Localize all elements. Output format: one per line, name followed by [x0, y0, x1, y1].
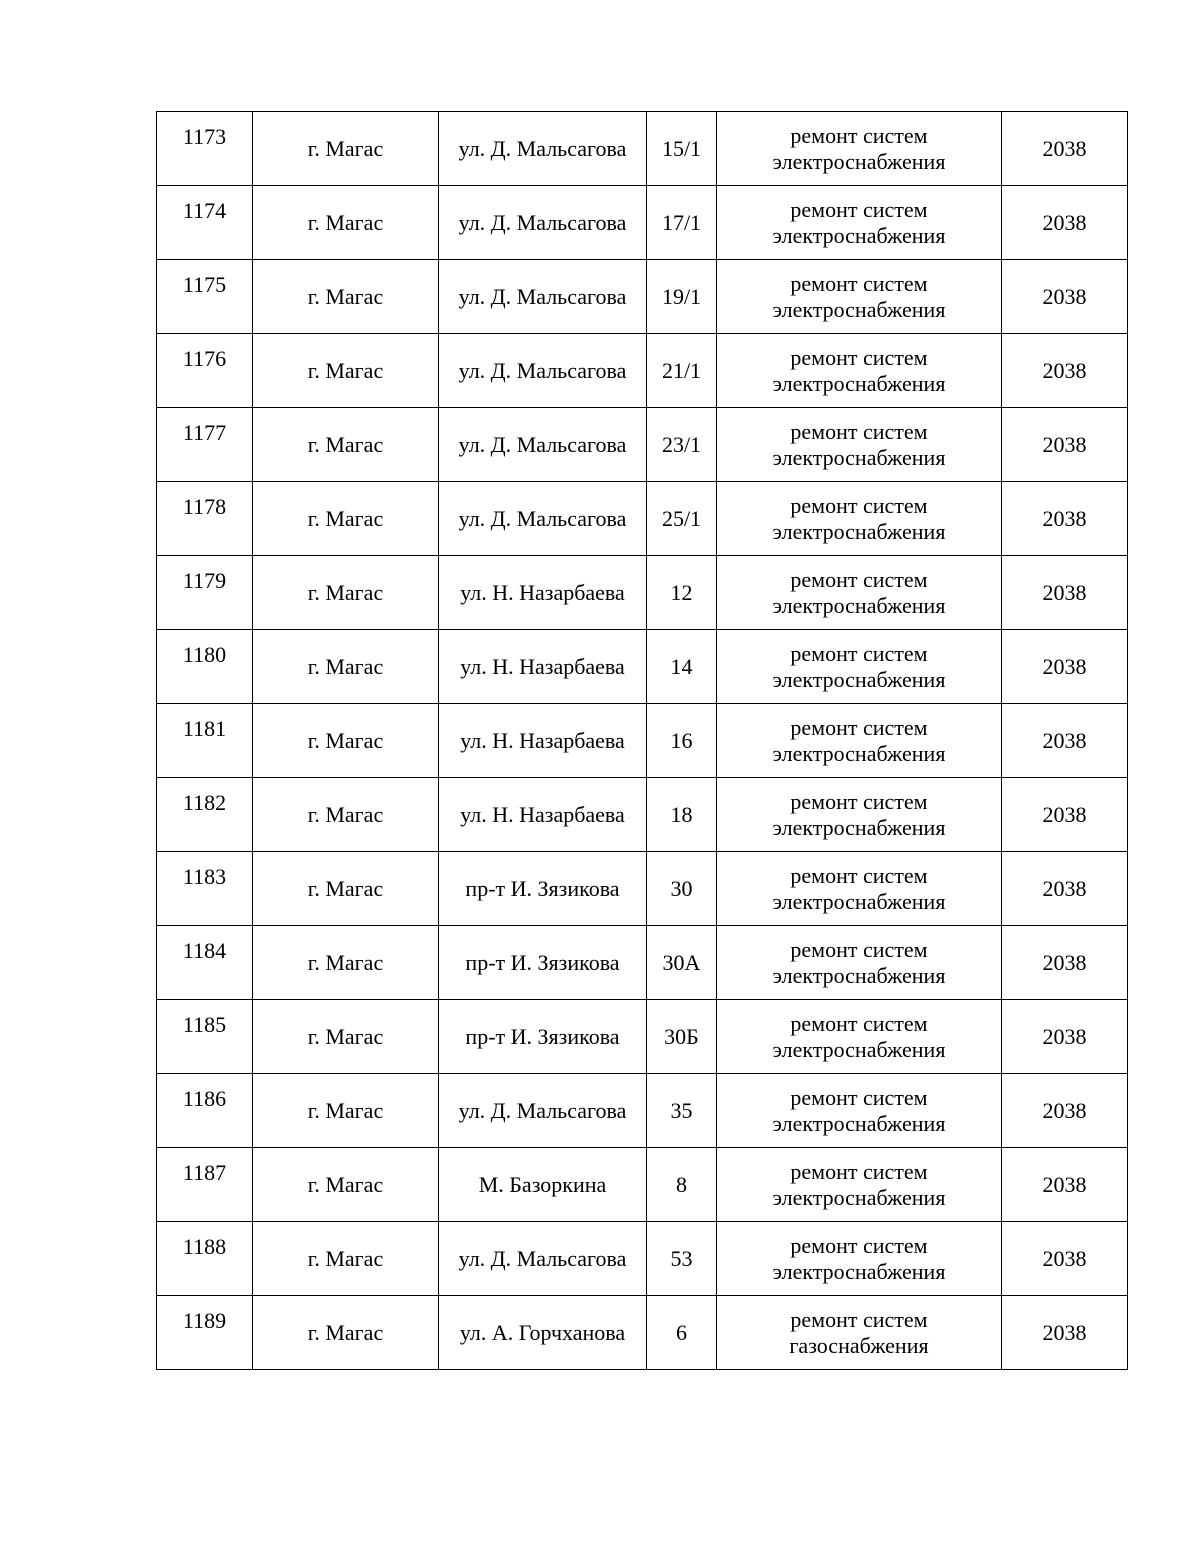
work-type-cell [717, 1000, 1002, 1074]
house-cell [647, 926, 717, 1000]
row-number-cell [157, 704, 253, 778]
street: ул. Д. Мальсагова [458, 283, 627, 309]
row-number: 1187 [182, 1160, 227, 1185]
street-cell [439, 778, 647, 852]
house-cell [647, 852, 717, 926]
house-cell [647, 482, 717, 556]
house-cell [647, 1296, 717, 1370]
work-type-line-1: ремонт систем [790, 270, 928, 296]
planned-year: 2038 [1042, 949, 1087, 975]
planned-year: 2038 [1042, 1245, 1087, 1271]
row-number-cell [157, 482, 253, 556]
city: г. Магас [307, 949, 384, 975]
row-number: 1179 [182, 568, 227, 593]
year-cell [1002, 482, 1128, 556]
year-cell [1002, 1296, 1128, 1370]
work-type-cell [717, 1148, 1002, 1222]
year-cell [1002, 1148, 1128, 1222]
street-cell [439, 1074, 647, 1148]
work-type-line-1: ремонт систем [790, 1010, 928, 1036]
house-number: 25/1 [661, 505, 702, 531]
house-cell [647, 186, 717, 260]
work-type-line-2: электроснабжения [772, 518, 946, 544]
work-type-line-1: ремонт систем [790, 1158, 928, 1184]
work-type-line-2: электроснабжения [772, 814, 946, 840]
table-row [157, 1222, 1128, 1296]
city-cell [253, 1148, 439, 1222]
city: г. Магас [307, 875, 384, 901]
city-cell [253, 1296, 439, 1370]
city: г. Магас [307, 209, 384, 235]
year-cell [1002, 926, 1128, 1000]
table-row [157, 704, 1128, 778]
house-number: 35 [670, 1097, 693, 1123]
city: г. Магас [307, 1097, 384, 1123]
street-cell [439, 408, 647, 482]
city: г. Магас [307, 357, 384, 383]
year-cell [1002, 630, 1128, 704]
city: г. Магас [307, 1245, 384, 1271]
house-number: 30А [662, 949, 701, 975]
planned-year: 2038 [1042, 283, 1087, 309]
table-row [157, 630, 1128, 704]
planned-year: 2038 [1042, 875, 1087, 901]
city-cell [253, 630, 439, 704]
year-cell [1002, 1074, 1128, 1148]
city: г. Магас [307, 1171, 384, 1197]
work-type-line-1: ремонт систем [790, 418, 928, 444]
row-number-cell [157, 556, 253, 630]
table-row [157, 1074, 1128, 1148]
table-row [157, 852, 1128, 926]
planned-year: 2038 [1042, 135, 1087, 161]
work-type-line-2: электроснабжения [772, 1258, 946, 1284]
work-type-line-2: электроснабжения [772, 444, 946, 470]
city-cell [253, 852, 439, 926]
row-number: 1174 [182, 198, 227, 223]
work-type-line-2: электроснабжения [772, 296, 946, 322]
row-number-cell [157, 408, 253, 482]
year-cell [1002, 778, 1128, 852]
year-cell [1002, 112, 1128, 186]
city-cell [253, 260, 439, 334]
house-number: 18 [670, 801, 693, 827]
row-number-cell [157, 926, 253, 1000]
work-type-line-2: электроснабжения [772, 592, 946, 618]
city: г. Магас [307, 653, 384, 679]
year-cell [1002, 704, 1128, 778]
work-type-cell [717, 704, 1002, 778]
house-cell [647, 630, 717, 704]
planned-year: 2038 [1042, 1319, 1087, 1345]
city-cell [253, 1000, 439, 1074]
street: ул. Д. Мальсагова [458, 1245, 627, 1271]
work-type-cell [717, 852, 1002, 926]
work-type-cell [717, 408, 1002, 482]
row-number: 1180 [182, 642, 227, 667]
planned-year: 2038 [1042, 209, 1087, 235]
house-number: 16 [670, 727, 693, 753]
row-number: 1177 [182, 420, 227, 445]
house-number: 19/1 [661, 283, 702, 309]
row-number: 1173 [182, 124, 227, 149]
work-type-line-1: ремонт систем [790, 1084, 928, 1110]
work-type-line-2: электроснабжения [772, 666, 946, 692]
street: ул. Д. Мальсагова [458, 1097, 627, 1123]
city-cell [253, 482, 439, 556]
row-number-cell [157, 1296, 253, 1370]
row-number-cell [157, 1148, 253, 1222]
table-row [157, 1148, 1128, 1222]
row-number: 1176 [182, 346, 227, 371]
street-cell [439, 926, 647, 1000]
street-cell [439, 1148, 647, 1222]
table-row [157, 778, 1128, 852]
row-number: 1178 [182, 494, 227, 519]
row-number-cell [157, 1000, 253, 1074]
planned-year: 2038 [1042, 727, 1087, 753]
street-cell [439, 334, 647, 408]
planned-year: 2038 [1042, 505, 1087, 531]
street: ул. Н. Назарбаева [460, 579, 625, 605]
planned-year: 2038 [1042, 653, 1087, 679]
city-cell [253, 556, 439, 630]
row-number: 1183 [182, 864, 227, 889]
work-type-line-1: ремонт систем [790, 788, 928, 814]
city: г. Магас [307, 801, 384, 827]
year-cell [1002, 408, 1128, 482]
street: М. Базоркина [478, 1171, 607, 1197]
house-number: 14 [670, 653, 693, 679]
table-row [157, 186, 1128, 260]
row-number: 1186 [182, 1086, 227, 1111]
house-cell [647, 704, 717, 778]
row-number: 1188 [182, 1234, 227, 1259]
work-type-cell [717, 334, 1002, 408]
city: г. Магас [307, 579, 384, 605]
city-cell [253, 408, 439, 482]
row-number-cell [157, 112, 253, 186]
table-row [157, 556, 1128, 630]
street: ул. Д. Мальсагова [458, 431, 627, 457]
street-cell [439, 556, 647, 630]
work-type-cell [717, 482, 1002, 556]
row-number-cell [157, 186, 253, 260]
row-number-cell [157, 852, 253, 926]
table-row [157, 1000, 1128, 1074]
work-type-cell [717, 556, 1002, 630]
street: ул. Д. Мальсагова [458, 505, 627, 531]
work-type-cell [717, 1222, 1002, 1296]
work-type-line-2: электроснабжения [772, 148, 946, 174]
work-type-cell [717, 630, 1002, 704]
work-type-line-1: ремонт систем [790, 714, 928, 740]
city: г. Магас [307, 1319, 384, 1345]
planned-year: 2038 [1042, 1171, 1087, 1197]
work-type-line-2: электроснабжения [772, 962, 946, 988]
street-cell [439, 1222, 647, 1296]
work-type-line-1: ремонт систем [790, 1232, 928, 1258]
table-row [157, 482, 1128, 556]
street: пр-т И. Зязикова [465, 1023, 620, 1049]
street: пр-т И. Зязикова [465, 949, 620, 975]
house-number: 53 [670, 1245, 693, 1271]
house-cell [647, 1074, 717, 1148]
work-type-cell [717, 1074, 1002, 1148]
house-number: 12 [670, 579, 693, 605]
house-number: 15/1 [661, 135, 702, 161]
city: г. Магас [307, 283, 384, 309]
city: г. Магас [307, 1023, 384, 1049]
year-cell [1002, 186, 1128, 260]
row-number: 1175 [182, 272, 227, 297]
row-number: 1182 [182, 790, 227, 815]
house-cell [647, 334, 717, 408]
work-type-line-2: электроснабжения [772, 1184, 946, 1210]
row-number: 1181 [182, 716, 227, 741]
row-number-cell [157, 1222, 253, 1296]
street-cell [439, 1000, 647, 1074]
table-row [157, 926, 1128, 1000]
street-cell [439, 482, 647, 556]
year-cell [1002, 556, 1128, 630]
house-number: 23/1 [661, 431, 702, 457]
table-body [157, 112, 1128, 1370]
house-number: 6 [676, 1319, 687, 1345]
work-type-line-2: электроснабжения [772, 888, 946, 914]
street-cell [439, 260, 647, 334]
table-row [157, 334, 1128, 408]
work-type-line-1: ремонт систем [790, 640, 928, 666]
street-cell [439, 112, 647, 186]
year-cell [1002, 852, 1128, 926]
city-cell [253, 778, 439, 852]
work-type-line-2: электроснабжения [772, 370, 946, 396]
work-type-line-2: электроснабжения [772, 222, 946, 248]
house-cell [647, 1148, 717, 1222]
work-type-cell [717, 1296, 1002, 1370]
row-number: 1184 [182, 938, 227, 963]
house-number: 17/1 [661, 209, 702, 235]
city: г. Магас [307, 135, 384, 161]
house-number: 8 [676, 1171, 687, 1197]
city-cell [253, 186, 439, 260]
work-type-cell [717, 778, 1002, 852]
house-number: 21/1 [661, 357, 702, 383]
year-cell [1002, 1222, 1128, 1296]
house-cell [647, 260, 717, 334]
city-cell [253, 926, 439, 1000]
table-row [157, 408, 1128, 482]
street: ул. Н. Назарбаева [460, 653, 625, 679]
work-type-line-2: электроснабжения [772, 740, 946, 766]
street-cell [439, 630, 647, 704]
planned-year: 2038 [1042, 1023, 1087, 1049]
work-type-line-1: ремонт систем [790, 344, 928, 370]
row-number-cell [157, 260, 253, 334]
work-type-line-1: ремонт систем [790, 862, 928, 888]
work-type-line-2: газоснабжения [789, 1332, 929, 1358]
street: ул. Н. Назарбаева [460, 801, 625, 827]
work-type-line-1: ремонт систем [790, 196, 928, 222]
work-type-cell [717, 112, 1002, 186]
city-cell [253, 1222, 439, 1296]
planned-year: 2038 [1042, 1097, 1087, 1123]
row-number: 1189 [182, 1308, 227, 1333]
house-cell [647, 778, 717, 852]
row-number: 1185 [182, 1012, 227, 1037]
work-type-line-1: ремонт систем [790, 492, 928, 518]
street: пр-т И. Зязикова [465, 875, 620, 901]
city: г. Магас [307, 505, 384, 531]
house-cell [647, 112, 717, 186]
repair-schedule-table [156, 111, 1128, 1370]
year-cell [1002, 260, 1128, 334]
house-number: 30Б [664, 1023, 699, 1049]
work-type-line-2: электроснабжения [772, 1036, 946, 1062]
city-cell [253, 334, 439, 408]
table-row [157, 112, 1128, 186]
street: ул. Н. Назарбаева [460, 727, 625, 753]
work-type-cell [717, 260, 1002, 334]
row-number-cell [157, 334, 253, 408]
house-cell [647, 1000, 717, 1074]
work-type-cell [717, 926, 1002, 1000]
work-type-line-1: ремонт систем [790, 936, 928, 962]
house-cell [647, 556, 717, 630]
street-cell [439, 186, 647, 260]
work-type-line-1: ремонт систем [790, 122, 928, 148]
street-cell [439, 1296, 647, 1370]
row-number-cell [157, 778, 253, 852]
planned-year: 2038 [1042, 357, 1087, 383]
city: г. Магас [307, 727, 384, 753]
street: ул. Д. Мальсагова [458, 209, 627, 235]
year-cell [1002, 1000, 1128, 1074]
work-type-line-2: электроснабжения [772, 1110, 946, 1136]
city-cell [253, 1074, 439, 1148]
table-row [157, 1296, 1128, 1370]
row-number-cell [157, 630, 253, 704]
planned-year: 2038 [1042, 801, 1087, 827]
work-type-line-1: ремонт систем [790, 1306, 928, 1332]
work-type-cell [717, 186, 1002, 260]
house-cell [647, 408, 717, 482]
planned-year: 2038 [1042, 431, 1087, 457]
house-number: 30 [670, 875, 693, 901]
table-row [157, 260, 1128, 334]
street-cell [439, 852, 647, 926]
city: г. Магас [307, 431, 384, 457]
house-cell [647, 1222, 717, 1296]
year-cell [1002, 334, 1128, 408]
row-number-cell [157, 1074, 253, 1148]
street: ул. Д. Мальсагова [458, 357, 627, 383]
city-cell [253, 112, 439, 186]
street: ул. А. Горчханова [459, 1319, 626, 1345]
city-cell [253, 704, 439, 778]
street-cell [439, 704, 647, 778]
work-type-line-1: ремонт систем [790, 566, 928, 592]
planned-year: 2038 [1042, 579, 1087, 605]
street: ул. Д. Мальсагова [458, 135, 627, 161]
